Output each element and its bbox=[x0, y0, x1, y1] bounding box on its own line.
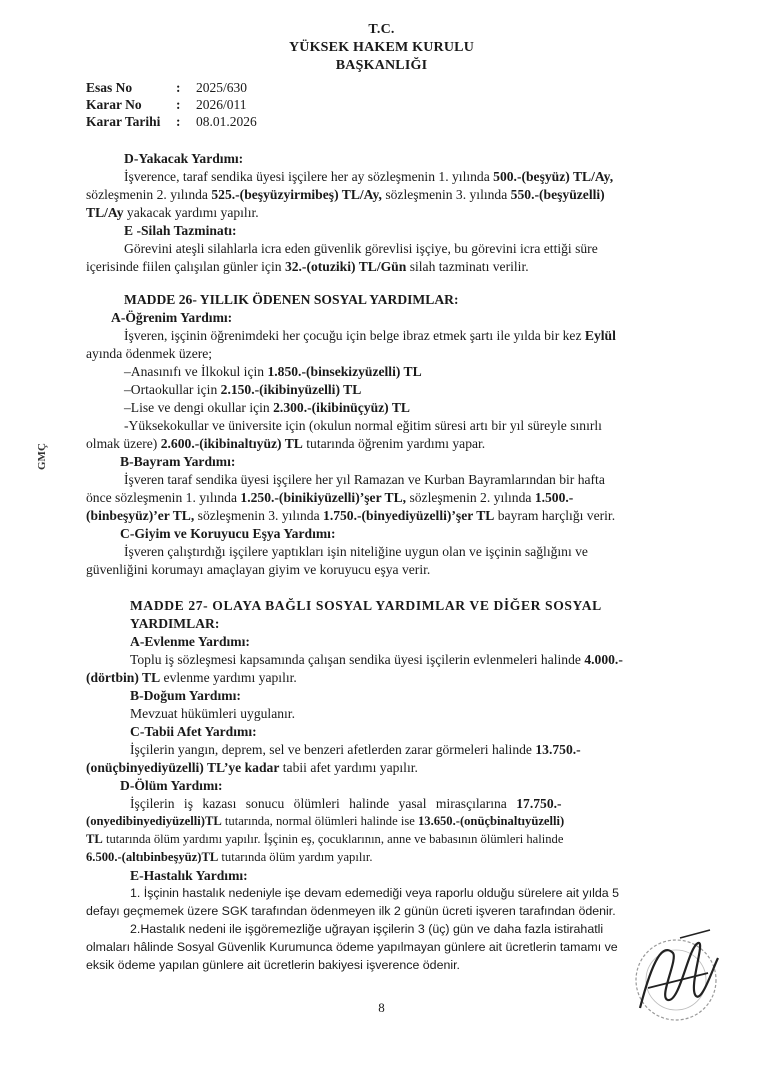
karar-label: Karar No bbox=[86, 97, 142, 112]
ogrenim-item-2: –Ortaokullar için 2.150.-(ikibinyüzelli) TL bbox=[124, 382, 362, 397]
ogrenim-heading: A-Öğrenim Yardımı: bbox=[111, 310, 233, 325]
ogrenim-item-3: –Lise ve dengi okullar için 2.300.-(ikibinüçyüz) TL bbox=[124, 400, 410, 415]
giyim-heading: C-Giyim ve Koruyucu Eşya Yardımı: bbox=[120, 526, 336, 541]
ogrenim-item-4: -Yüksekokullar ve üniversite için (okulun normal eğitim süresi artı bir yıl süreyle sınırlı bbox=[124, 418, 602, 433]
karar-value: 2026/011 bbox=[196, 97, 247, 112]
bayram-line-3: (binbeşyüz)’er TL, sözleşmenin 3. yılında 1.750.-(binyediyüzelli)’şer TL bayram harçlığı verir. bbox=[86, 508, 616, 523]
yakacak-heading: D-Yakacak Yardımı: bbox=[124, 151, 244, 166]
ogrenim-line-2: ayında ödenmek üzere; bbox=[86, 346, 213, 361]
olum-line-4: 6.500.-(altıbinbeşyüz)TL tutarında ölüm yardım yapılır. bbox=[86, 850, 373, 864]
yakacak-line-3: TL/Ay yakacak yardımı yapılır. bbox=[86, 205, 259, 220]
stamp-signature-icon bbox=[618, 918, 728, 1038]
meta-karar bbox=[86, 97, 247, 113]
hastalik-line-4: olmaları hâlinde Sosyal Güvenlik Kurumunca ödeme yapılmayan günlere ait ücretlerin tamamı ve bbox=[86, 940, 618, 954]
giyim-line-1: İşveren çalıştırdığı işçilere yaptıkları işin niteliğine uygun olan ve işçinin sağlığını ve bbox=[124, 544, 588, 559]
bayram-line-1: İşveren taraf sendika üyesi işçilere her yıl Ramazan ve Kurban Bayramlarından bir hafta bbox=[124, 472, 605, 487]
tarih-label: Karar Tarihi bbox=[86, 114, 161, 129]
madde27-title-2: YARDIMLAR: bbox=[130, 616, 220, 631]
olum-line-1: İşçilerin iş kazası sonucu ölümleri halinde yasal mirasçılarına 17.750.- bbox=[130, 796, 562, 811]
header-department: BAŞKANLIĞI bbox=[335, 58, 428, 73]
header-institution: YÜKSEK HAKEM KURULU bbox=[288, 40, 475, 55]
bayram-heading: B-Bayram Yardımı: bbox=[120, 454, 236, 469]
tarih-value: 08.01.2026 bbox=[196, 114, 257, 129]
giyim-line-2: güvenliğini korumayı amaçlayan giyim ve koruyucu eşya verir. bbox=[86, 562, 431, 577]
silah-line-2: içerisinde fiilen çalışılan günler için 32.-(otuziki) TL/Gün silah tazminatı verilir. bbox=[86, 259, 529, 274]
evlenme-heading: A-Evlenme Yardımı: bbox=[130, 634, 250, 649]
colon: : bbox=[176, 97, 181, 112]
olum-line-2: (onyedibinyediyüzelli)TL tutarında, normal ölümleri halinde ise 13.650.-(onüçbinaltıyüzelli) bbox=[86, 814, 565, 828]
afet-line-2: (onüçbinyediyüzelli) TL’ye kadar tabii afet yardımı yapılır. bbox=[86, 760, 418, 775]
colon: : bbox=[176, 114, 181, 129]
afet-line-1: İşçilerin yangın, deprem, sel ve benzeri afetlerden zarar görmeleri halinde 13.750.- bbox=[130, 742, 581, 757]
dogum-line-1: Mevzuat hükümleri uygulanır. bbox=[130, 706, 295, 721]
ogrenim-item-1: –Anasınıfı ve İlkokul için 1.850.-(binsekizyüzelli) TL bbox=[124, 364, 422, 379]
madde27-title-1: MADDE 27- OLAYA BAĞLI SOSYAL YARDIMLAR VE DİĞER SOSYAL bbox=[130, 598, 602, 613]
page-number: 8 bbox=[378, 1000, 385, 1015]
hastalik-line-3: 2.Hastalık nedeni ile işgöremezliğe uğrayan işçilerin 3 (üç) gün ve daha fazla istirahatli bbox=[130, 922, 604, 936]
olum-heading: D-Ölüm Yardımı: bbox=[120, 778, 223, 793]
silah-line-1: Görevini ateşli silahlarla icra eden güvenlik görevlisi işçiye, bu görevini icra ettiği süre bbox=[124, 241, 598, 256]
yakacak-line-2: sözleşmenin 2. yılında 525.-(beşyüzyirmibeş) TL/Ay, sözleşmenin 3. yılında 550.-(beşyüzelli) bbox=[86, 187, 605, 202]
margin-initials: GMÇ bbox=[36, 443, 48, 470]
meta-tarih bbox=[86, 114, 257, 130]
bayram-line-2: önce sözleşmenin 1. yılında 1.250.-(binikiyüzelli)’şer TL, sözleşmenin 2. yılında 1.500.- bbox=[86, 490, 574, 505]
hastalik-line-1: 1. İşçinin hastalık nedeniyle işe devam edemediği veya raporlu olduğu sürelere ait yılda 5 bbox=[130, 886, 620, 900]
hastalik-heading: E-Hastalık Yardımı: bbox=[130, 868, 248, 883]
afet-heading: C-Tabii Afet Yardımı: bbox=[130, 724, 257, 739]
evlenme-line-2: (dörtbin) TL evlenme yardımı yapılır. bbox=[86, 670, 297, 685]
ogrenim-line-1: İşveren, işçinin öğrenimdeki her çocuğu için belge ibraz etmek şartı ile yılda bir kez Eylül bbox=[124, 328, 616, 343]
hastalik-line-2: defayı geçmemek üzere SGK tarafından ödenmeyen ilk 2 günün ücreti işveren tarafından ödenir. bbox=[86, 904, 616, 918]
hastalik-line-5: eksik ödeme yapılan günlere ait ücretlerin bakiyesi işverence ödenir. bbox=[86, 958, 460, 972]
header-country: T.C. bbox=[368, 22, 395, 37]
meta-esas bbox=[86, 80, 247, 96]
yakacak-line-1: İşverence, taraf sendika üyesi işçilere her ay sözleşmenin 1. yılında 500.-(beşyüz) TL/Ay, bbox=[124, 169, 614, 184]
esas-value: 2025/630 bbox=[196, 80, 248, 95]
olum-line-3: TL tutarında ölüm yardımı yapılır. İşçinin eş, çocuklarının, anne ve babasının ölümleri halinde bbox=[86, 832, 564, 846]
esas-label: Esas No bbox=[86, 80, 133, 95]
evlenme-line-1: Toplu iş sözleşmesi kapsamında çalışan sendika üyesi işçilerin evlenmeleri halinde 4.000.- bbox=[130, 652, 623, 667]
dogum-heading: B-Doğum Yardımı: bbox=[130, 688, 241, 703]
madde26-title: MADDE 26- YILLIK ÖDENEN SOSYAL YARDIMLAR: bbox=[124, 292, 459, 307]
colon: : bbox=[176, 80, 181, 95]
ogrenim-item-5: olmak üzere) 2.600.-(ikibinaltıyüz) TL tutarında öğrenim yardımı yapar. bbox=[86, 436, 486, 451]
silah-heading: E -Silah Tazminatı: bbox=[124, 223, 237, 238]
